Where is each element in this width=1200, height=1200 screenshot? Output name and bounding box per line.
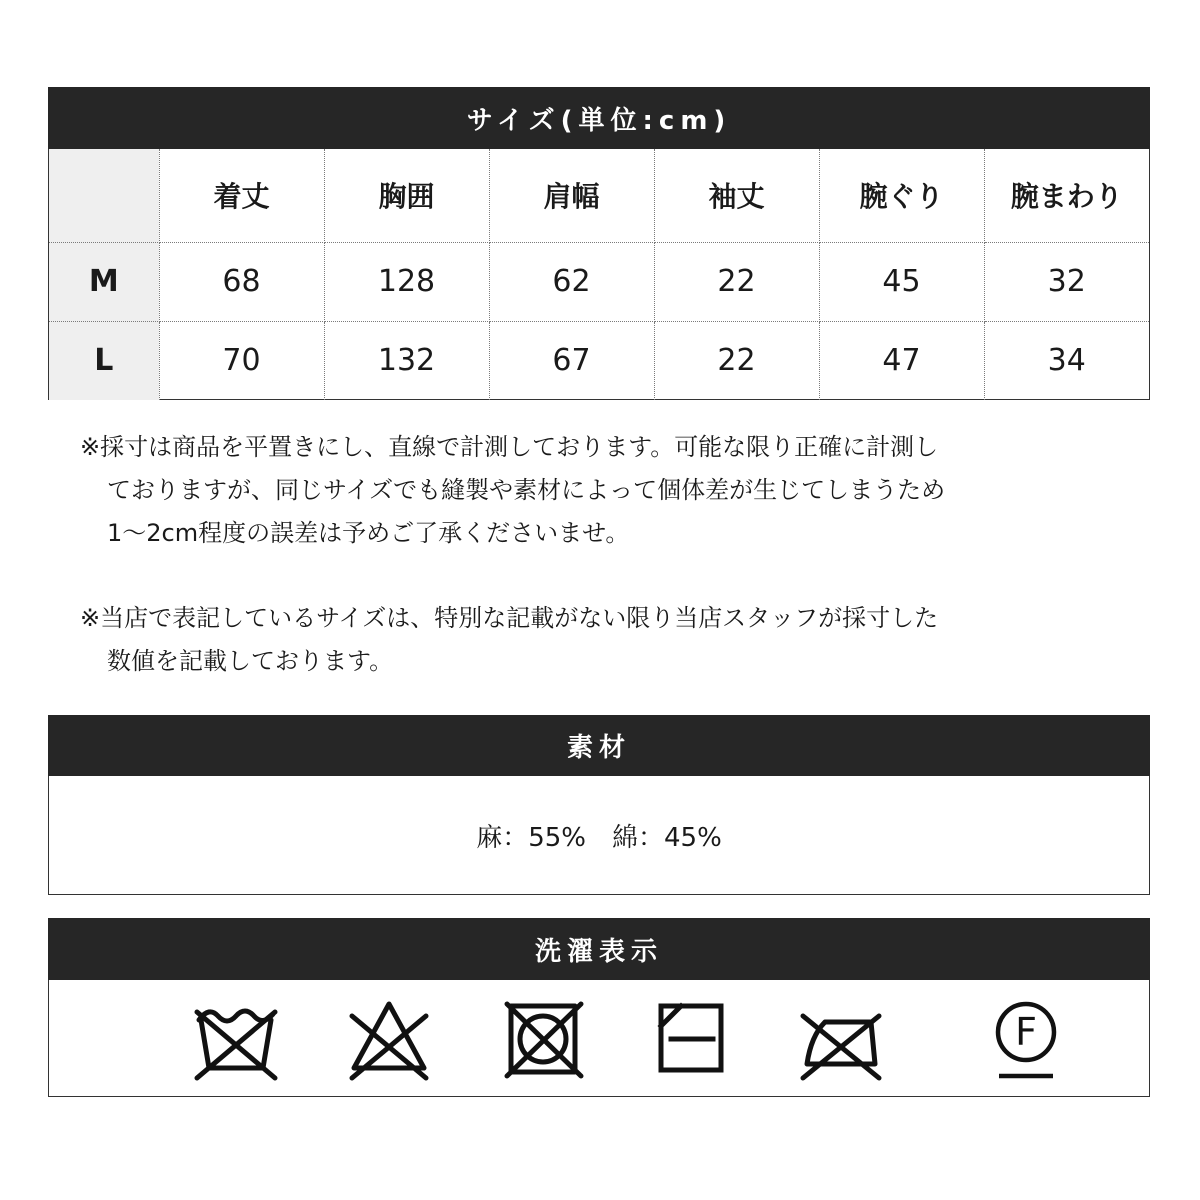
material-title-text: 素材 [566,733,631,763]
do-not-iron-icon [797,992,887,1082]
do-not-tumble-dry-icon [499,992,589,1082]
note-line: 数値を記載しております。 [107,647,394,675]
size-table [48,149,1150,400]
material-box [48,776,1150,895]
size-table-corner-cell [49,149,159,242]
size-section-title [48,87,1150,149]
table-cell: 34 [1047,343,1086,379]
size-title-text: サイズ(単位:cm) [466,105,732,136]
size-row-m [49,242,1149,321]
column-header-chest: 胸囲 [324,149,489,242]
size-table-header-row [49,149,1149,242]
size-row-l [49,321,1149,400]
do-not-wash-icon [191,992,281,1082]
size-label-m: M [49,242,159,321]
material-section-title [48,715,1150,776]
note-line: ※当店で表記しているサイズは、特別な記載がない限り当店スタッフが採寸した [80,604,939,632]
table-cell: 45 [819,242,984,321]
table-cell: 22 [654,321,819,400]
column-header-sleeve: 袖丈 [654,149,819,242]
material-composition: 麻：55% 綿：45% [476,822,722,853]
table-cell: 70 [159,321,324,400]
dry-clean-f-icon [981,992,1071,1082]
column-header-armhole: 腕ぐり [819,149,984,242]
note-line: 1～2cm程度の誤差は予めご了承くださいませ。 [107,519,630,547]
column-header-arm-circumference: 腕まわり [984,149,1149,242]
care-title-text: 洗濯表示 [534,936,663,967]
size-source-note [80,597,1060,683]
table-cell: 132 [324,321,489,400]
table-cell: 32 [984,242,1149,321]
care-icons-box [48,980,1150,1097]
measurement-note [80,426,1060,555]
table-cell: 128 [324,242,489,321]
column-header-length: 着丈 [159,149,324,242]
table-cell: 47 [819,321,984,400]
table-cell: 68 [159,242,324,321]
note-line: ておりますが、同じサイズでも縫製や素材によって個体差が生じてしまうため [107,476,946,504]
table-cell: 67 [489,321,654,400]
table-cell: 22 [654,242,819,321]
care-section-title [48,918,1150,980]
line-dry-in-shade-icon [647,992,737,1082]
dry-clean-f-letter: F [1015,1010,1037,1054]
column-header-shoulder: 肩幅 [489,149,654,242]
do-not-bleach-icon [344,992,434,1082]
note-line: ※採寸は商品を平置きにし、直線で計測しております。可能な限り正確に計測し [80,433,939,461]
table-cell: 62 [489,242,654,321]
size-label-l: L [49,321,159,400]
